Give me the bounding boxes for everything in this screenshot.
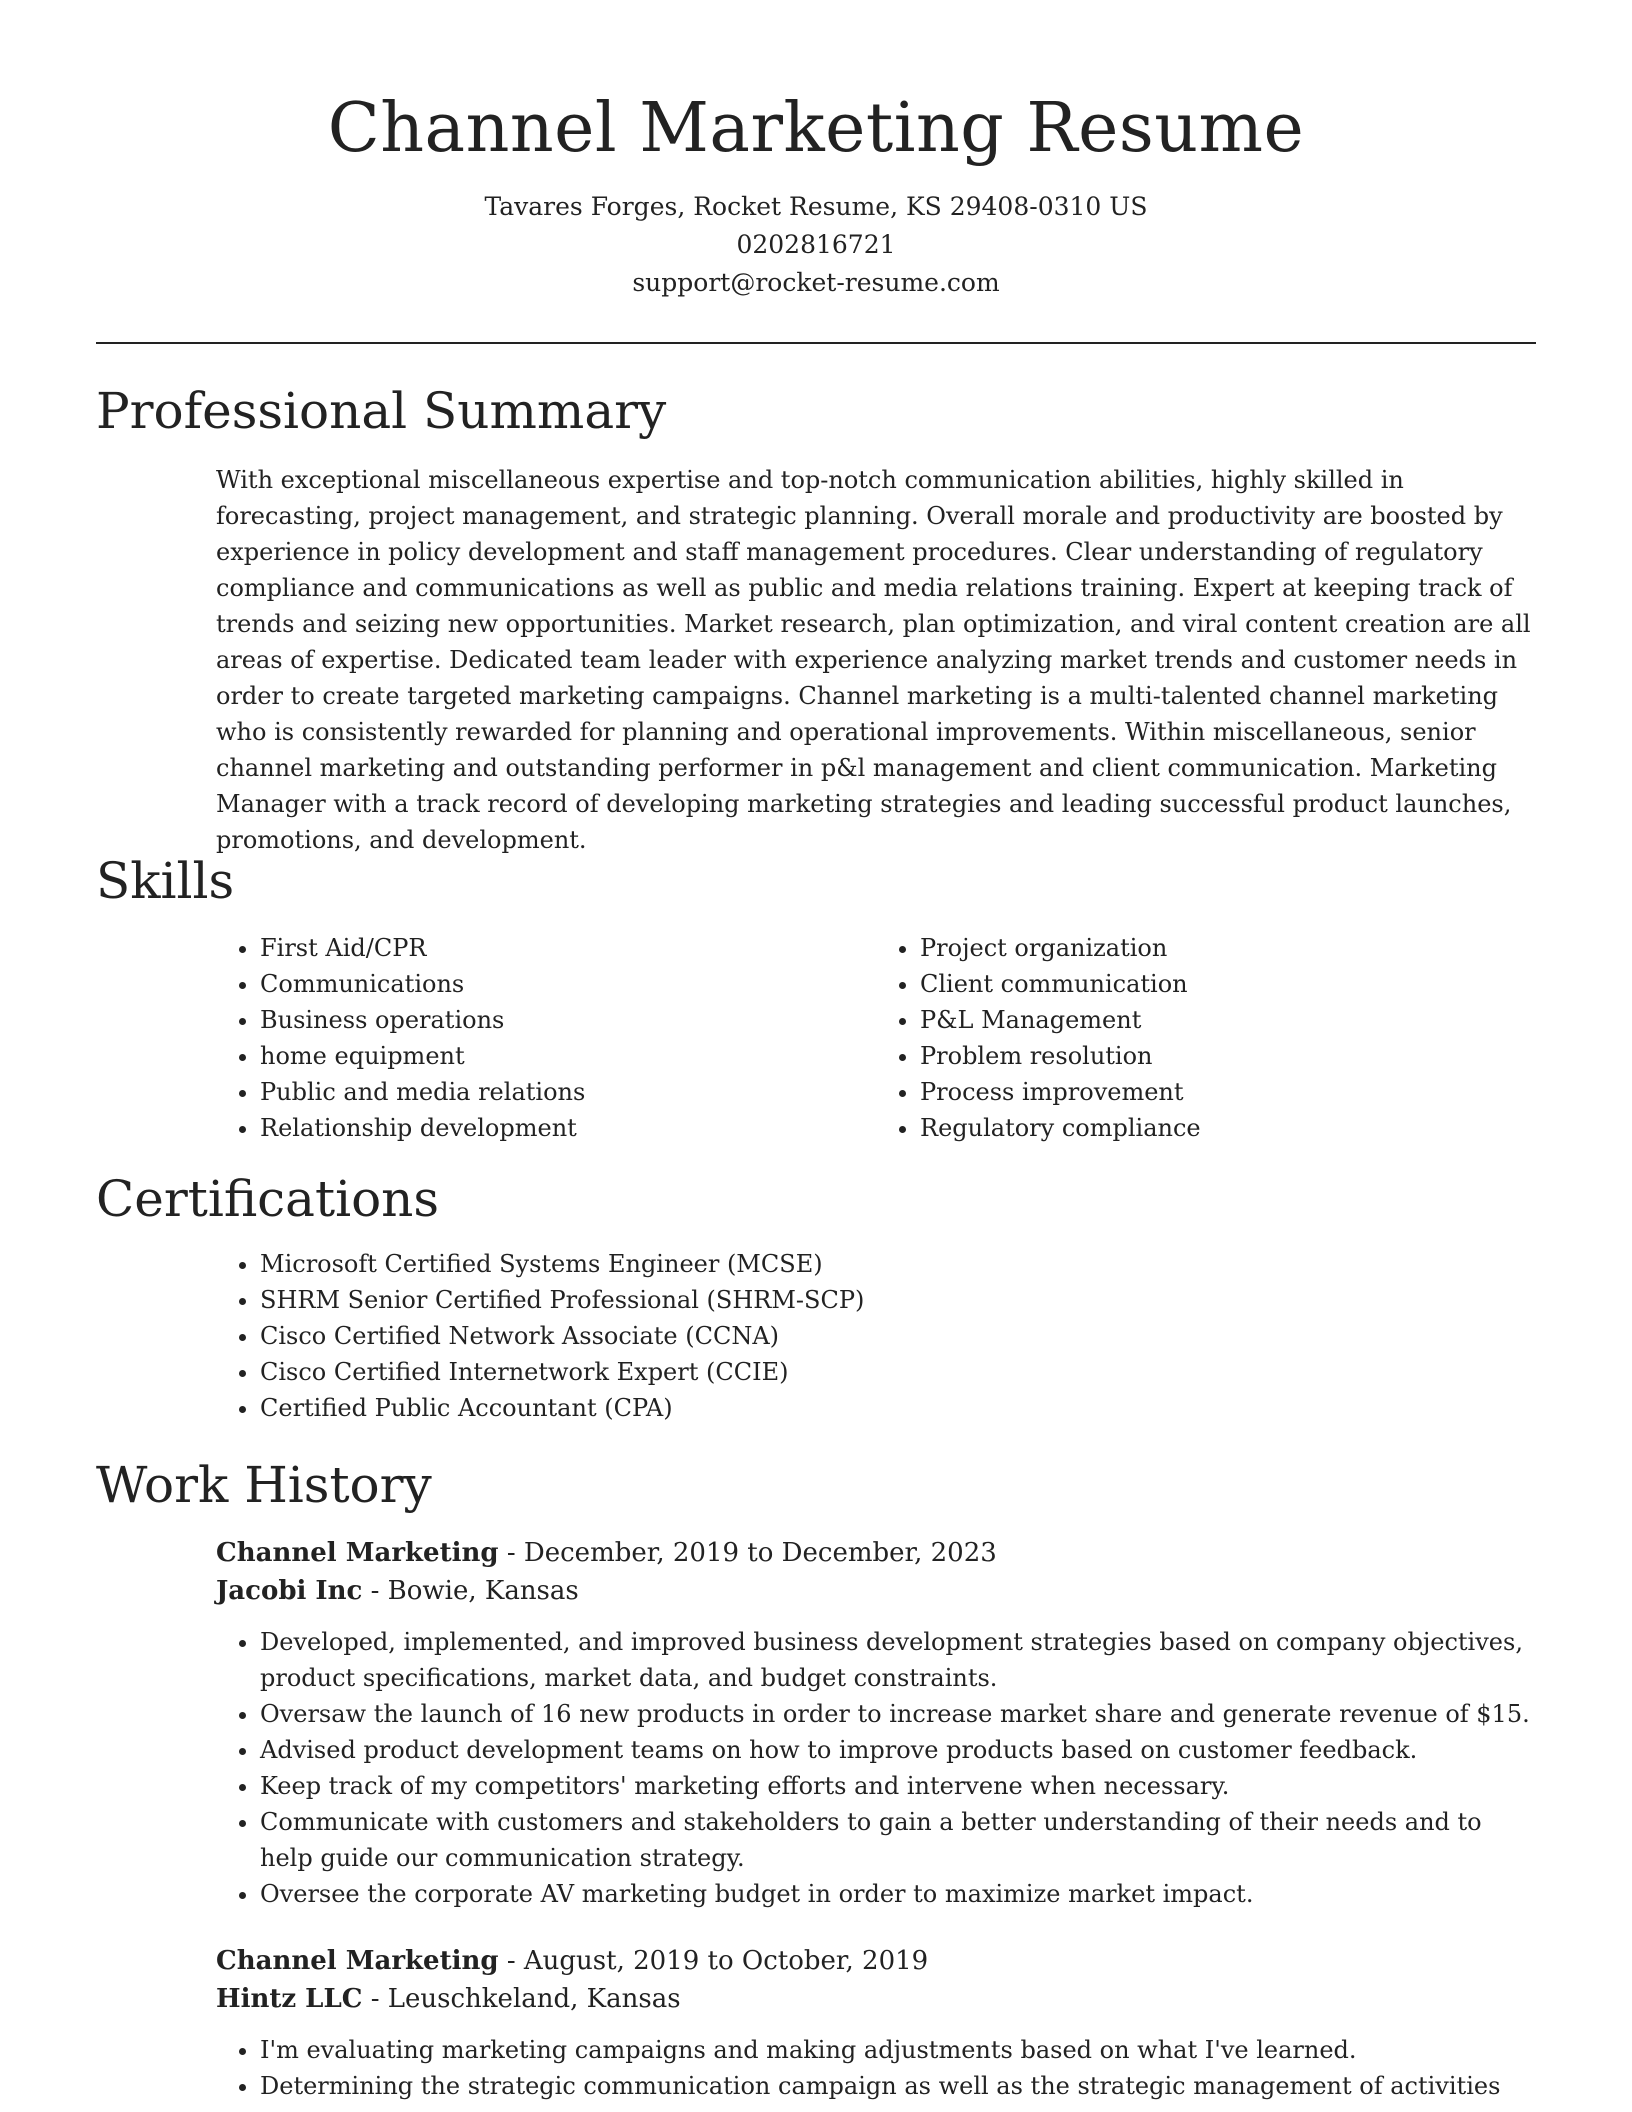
skill-item: • Process improvement [920, 1074, 1536, 1110]
certification-item: • Cisco Certified Network Associate (CCNA) [260, 1318, 1536, 1354]
summary-heading: Professional Summary [96, 382, 667, 440]
contact-address: Tavares Forges, Rocket Resume, KS 29408-0310 US [484, 192, 1148, 221]
skills-list-left [216, 930, 876, 1146]
resume-header [0, 0, 1632, 302]
job-location: - Bowie, Kansas [362, 1576, 579, 1606]
job-entry [216, 1942, 1536, 2104]
skills-list-right [876, 930, 1536, 1146]
certifications-section [96, 1166, 1536, 1426]
job-dates: - August, 2019 to October, 2019 [498, 1946, 929, 1976]
certification-item: • Cisco Certified Internetwork Expert (CCIE) [260, 1354, 1536, 1390]
summary-text: With exceptional miscellaneous expertise and top-notch communication abilities, highly skilled in forecasting, project management, and strategic planning. Overall morale and productivity are boosted by experience in policy development and staff management procedures. Clear understanding of regulatory compliance and communications as well as public and media relations training. Expert at keeping track of trends and seizing new opportunities. Market research, plan optimization, and viral content creation are all areas of expertise. Dedicated team leader with experience analyzing market trends and customer needs in order to create targeted marketing campaigns. Channel marketing is a multi-talented channel marketing who is consistently rewarded for planning and operational improvements. Within miscellaneous, senior channel marketing and outstanding performer in p&l management and client communication. Marketing Manager with a track record of developing marketing strategies and leading successful product launches, promotions, and development. [216, 466, 1531, 854]
certifications-list [216, 1246, 1536, 1426]
contact-phone: 0202816721 [736, 230, 896, 259]
certification-item: • SHRM Senior Certified Professional (SHRM-SCP) [260, 1282, 1536, 1318]
summary-section [96, 378, 1536, 858]
skill-item: • Regulatory compliance [920, 1110, 1536, 1146]
skill-item: • Communications [260, 966, 876, 1002]
job-entry [216, 1534, 1536, 1912]
resume-title: Channel Marketing Resume [327, 89, 1305, 168]
certification-item: • Certified Public Accountant (CPA) [260, 1390, 1536, 1426]
job-bullet: • Determining the strategic communication campaign as well as the strategic management of activities [260, 2068, 1536, 2104]
skills-section [96, 848, 1536, 1146]
skill-item: • home equipment [260, 1038, 876, 1074]
job-company: Hintz LLC [216, 1984, 363, 2014]
work-history-section [96, 1452, 1536, 2104]
skill-item: • Project organization [920, 930, 1536, 966]
job-bullet: • Communicate with customers and stakeholders to gain a better understanding of their needs and to help guide our communication strategy. [260, 1804, 1536, 1876]
skill-item: • P&L Management [920, 1002, 1536, 1038]
job-company-line [216, 1980, 1536, 2018]
job-title-line [216, 1942, 1536, 1980]
skill-item: • Client communication [920, 966, 1536, 1002]
job-bullet: • Oversee the corporate AV marketing budget in order to maximize market impact. [260, 1876, 1536, 1912]
contact-block [0, 188, 1632, 302]
skill-item: • First Aid/CPR [260, 930, 876, 966]
job-bullets [216, 2032, 1536, 2104]
job-bullet: • Developed, implemented, and improved business development strategies based on company objectives, product specifications, market data, and budget constraints. [260, 1624, 1536, 1696]
contact-email: support@rocket-resume.com [632, 268, 1000, 297]
job-bullet: • Advised product development teams on how to improve products based on customer feedback. [260, 1732, 1536, 1768]
job-dates: - December, 2019 to December, 2023 [498, 1538, 997, 1568]
skill-item: • Business operations [260, 1002, 876, 1038]
skills-heading: Skills [96, 852, 235, 910]
certification-item: • Microsoft Certified Systems Engineer (MCSE) [260, 1246, 1536, 1282]
job-bullet: • I'm evaluating marketing campaigns and making adjustments based on what I've learned. [260, 2032, 1536, 2068]
job-location: - Leuschkeland, Kansas [362, 1984, 681, 2014]
job-bullet: • Oversaw the launch of 16 new products in order to increase market share and generate revenue of $15. [260, 1696, 1536, 1732]
job-title-line [216, 1534, 1536, 1572]
skill-item: • Relationship development [260, 1110, 876, 1146]
job-company: Jacobi Inc [216, 1576, 363, 1606]
skill-item: • Problem resolution [920, 1038, 1536, 1074]
job-company-line [216, 1572, 1536, 1610]
work-history-heading: Work History [96, 1456, 432, 1514]
job-title: Channel Marketing [216, 1538, 499, 1568]
skill-item: • Public and media relations [260, 1074, 876, 1110]
skills-columns [216, 930, 1536, 1146]
job-bullets [216, 1624, 1536, 1912]
job-title: Channel Marketing [216, 1946, 499, 1976]
certifications-heading: Certifications [96, 1170, 440, 1228]
header-divider [96, 342, 1536, 344]
job-bullet: • Keep track of my competitors' marketing efforts and intervene when necessary. [260, 1768, 1536, 1804]
